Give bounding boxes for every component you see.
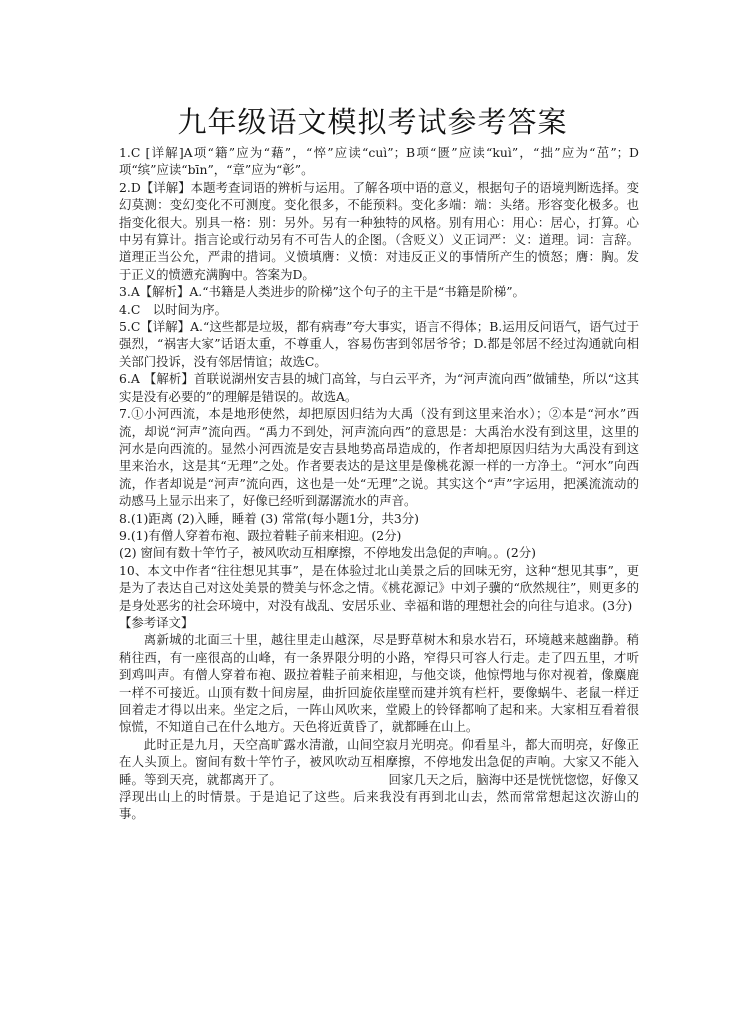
answer-1: 1.C [详解]A项“籍”应为“藉”，“悴”应读“cuì”；B项“匮”应读“kuì”，“拙”应为“茁”；D项“缤”应读“bīn”，“章”应为“彰”。 xyxy=(119,145,639,178)
answer-4: 4.C 以时间为序。 xyxy=(119,301,228,317)
answer-2: 2.D【详解】本题考查词语的辨析与运用。了解各项中语的意义，根据句子的语境判断选择。变幻莫测：变幻变化不可测度。变化很多，不能预料。变化多端：端：头绪。形容变化极多。也指变化很大。别具一格：别：另外。另有一种独特的风格。别有用心：用心：居心，打算。心中另有算计。指言论或行动另有不可告人的企图。（含贬义）义正词严：义：道理。词：言辞。道理正当公允，严肃的措词。义愤填膺：义愤：对违反正义的事情所产生的愤怒；膺：胸。发于正义的愤懑充满胸中。答案为D。 xyxy=(119,179,639,282)
answer-3: 3.A【解析】A.“书籍是人类进步的阶梯”这个句子的主干是“书籍是阶梯”。 xyxy=(119,284,525,300)
answer-8: 8.(1)距离 (2)入睡，睡着 (3) 常常(每小题1分，共3分) xyxy=(119,510,419,526)
translation-paragraph-1: 离新城的北面三十里，越往里走山越深，尽是野草树木和泉水岩石，环境越来越幽静。稍稍往西，有一座很高的山峰，有一条界限分明的小路，窄得只可容人行走。走了四五里，才听到鸡叫声。有僧人穿着布袍、趿拉着鞋子前来相迎，与他交谈，他惊愕地与你对视着，像麋鹿一样不可接近。山顶有数十间房屋，曲折回旋依崖壁而建并筑有栏杆，要像蜗牛、老鼠一样迂回着走才得以出来。坐定之后，一阵山风吹来，堂殿上的铃铎都响了起和来。大家相互看着很惊慌，不知道自己在什么地方。天色将近黄昏了，就都睡在山上。 xyxy=(119,632,639,735)
answer-10: 10、本文中作者“往往想见其事”，是在体验过北山美景之后的回味无穷，这种“想见其事”，更是为了表达自己对这处美景的赞美与怀念之情。《桃花源记》中刘子骥的“欣然规往”，则更多的是身处恶劣的社会环境中，对没有战乱、安居乐业、幸福和谐的理想社会的向往与追求。(3分) xyxy=(119,562,639,613)
answer-7: 7.①小河西流，本是地形使然，却把原因归结为大禹（没有到这里来治水）；②本是“河水”西流，却说“河声”流向西。“禹力不到处，河声流向西”的意思是：大禹治水没有到这里，这里的河水是向西流的。显然小河西流是安吉县地势高昂造成的，作者却把原因归结为大禹没有到这里来治水，这是其“无理”之处。作者要表达的是这里是像桃花源一样的一方净土。“河水”向西流，作者却说是“河声”流向西，这也是一处“无理”之说。其实这个“声”字运用，把溪流流动的动感马上显示出来了，好像已经听到潺潺流水的声音。 xyxy=(119,406,639,509)
translation-heading: 【参考译文】 xyxy=(119,614,194,630)
answer-6: 6.A 【解析】首联说湖州安吉县的城门高耸，与白云平齐，为“河声流向西”做铺垫，所以“这其实是没有必要的”的理解是错误的。故选A。 xyxy=(119,371,639,404)
answer-content xyxy=(119,144,639,823)
answer-9-1: 9.(1)有僧人穿着布袍、趿拉着鞋子前来相迎。(2分) xyxy=(119,527,402,543)
answer-5: 5.C【详解】A.“这些都是垃圾，都有病毒”夸大事实，语言不得体；B.运用反问语气，语气过于强烈，“祸害大家”话语太重，不尊重人，容易伤害到邻居爷爷；D.都是邻居不经过沟通就向相关部门投诉，没有邻居情谊；故选C。 xyxy=(119,319,639,369)
translation-paragraph-2: 此时正是九月，天空高旷露水清澈，山间空寂月光明亮。仰看星斗，都大而明亮，好像正在人头顶上。窗间有数十竿竹子，被风吹动互相摩擦，不停地发出急促的声响。大家又不能入睡。等到天亮，就都离开了。 回家几天之后，脑海中还是恍恍惚惚，好像又浮现出山上的时情景。于是追记了这些。后来我没有再到北山去，然而常常想起这次游山的事。 xyxy=(119,736,639,822)
page-title: 九年级语文模拟考试参考答案 xyxy=(177,105,568,139)
answer-9-2: (2) 窗间有数十竿竹子，被风吹动互相摩擦，不停地发出急促的声响。。(2分) xyxy=(119,545,536,561)
